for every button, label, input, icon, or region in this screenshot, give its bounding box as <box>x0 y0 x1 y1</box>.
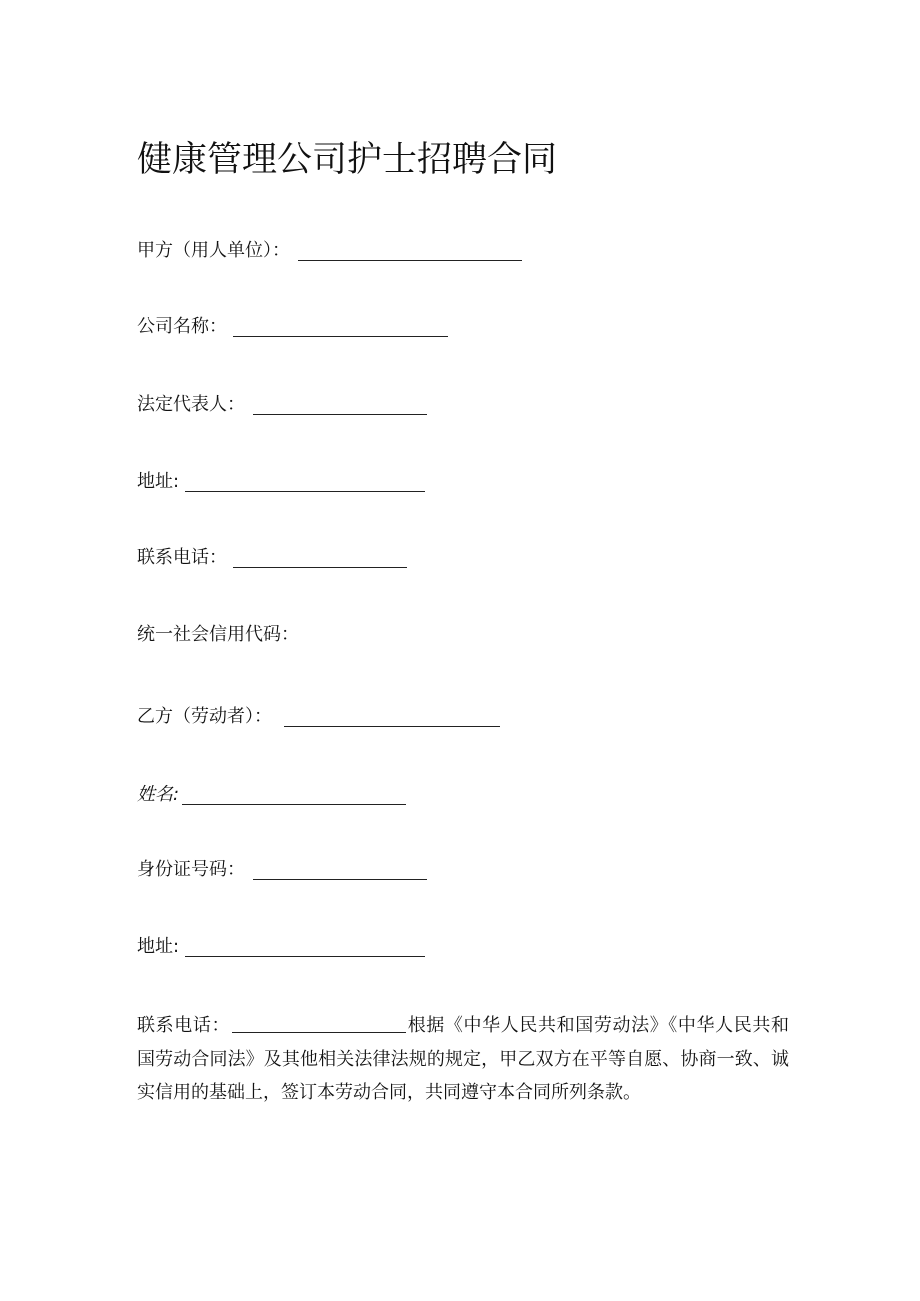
party-b-address-blank[interactable] <box>185 938 425 957</box>
credit-code-label: 统一社会信用代码： <box>137 624 299 645</box>
party-b-blank[interactable] <box>284 708 500 727</box>
legal-rep-row <box>137 390 427 418</box>
party-b-name-label: 姓名: <box>137 784 180 805</box>
party-a-phone-blank[interactable] <box>233 549 407 568</box>
document-title: 健康管理公司护士招聘合同 <box>137 140 558 180</box>
party-b-phone-label: 联系电话： <box>137 1015 231 1036</box>
party-a-address-label: 地址: <box>137 471 180 492</box>
intro-paragraph <box>137 1009 789 1110</box>
party-a-phone-row <box>137 543 407 571</box>
party-b-header-row <box>137 702 500 730</box>
company-name-blank[interactable] <box>233 318 448 337</box>
company-name-row <box>137 312 448 340</box>
party-b-phone-blank[interactable] <box>232 1016 406 1033</box>
credit-code-row <box>137 620 299 648</box>
legal-rep-label: 法定代表人： <box>137 394 245 415</box>
party-b-address-label: 地址: <box>137 936 180 957</box>
party-b-header-label: 乙方（劳动者）： <box>137 706 272 727</box>
id-number-label: 身份证号码： <box>137 859 245 880</box>
party-a-header-label: 甲方（用人单位）： <box>137 240 290 261</box>
party-a-address-blank[interactable] <box>185 473 425 492</box>
party-a-blank[interactable] <box>298 242 522 261</box>
party-a-address-row <box>137 467 425 495</box>
id-number-row <box>137 855 427 883</box>
party-b-address-row <box>137 932 425 960</box>
party-b-name-blank[interactable] <box>182 786 406 805</box>
party-a-header-row <box>137 236 522 264</box>
party-a-phone-label: 联系电话： <box>137 547 227 568</box>
legal-rep-blank[interactable] <box>253 396 427 415</box>
id-number-blank[interactable] <box>253 861 427 880</box>
party-b-name-row <box>137 780 406 808</box>
company-name-label: 公司名称： <box>137 316 227 337</box>
intro-text: 根据《中华人民共和国劳动法》《中华人民共和国劳动合同法》及其他相关法律法规的规定，甲乙双方在平等自愿、协商一致、诚实信用的基础上，签订本劳动合同，共同遵守本合同所列条款。 <box>137 1015 789 1103</box>
